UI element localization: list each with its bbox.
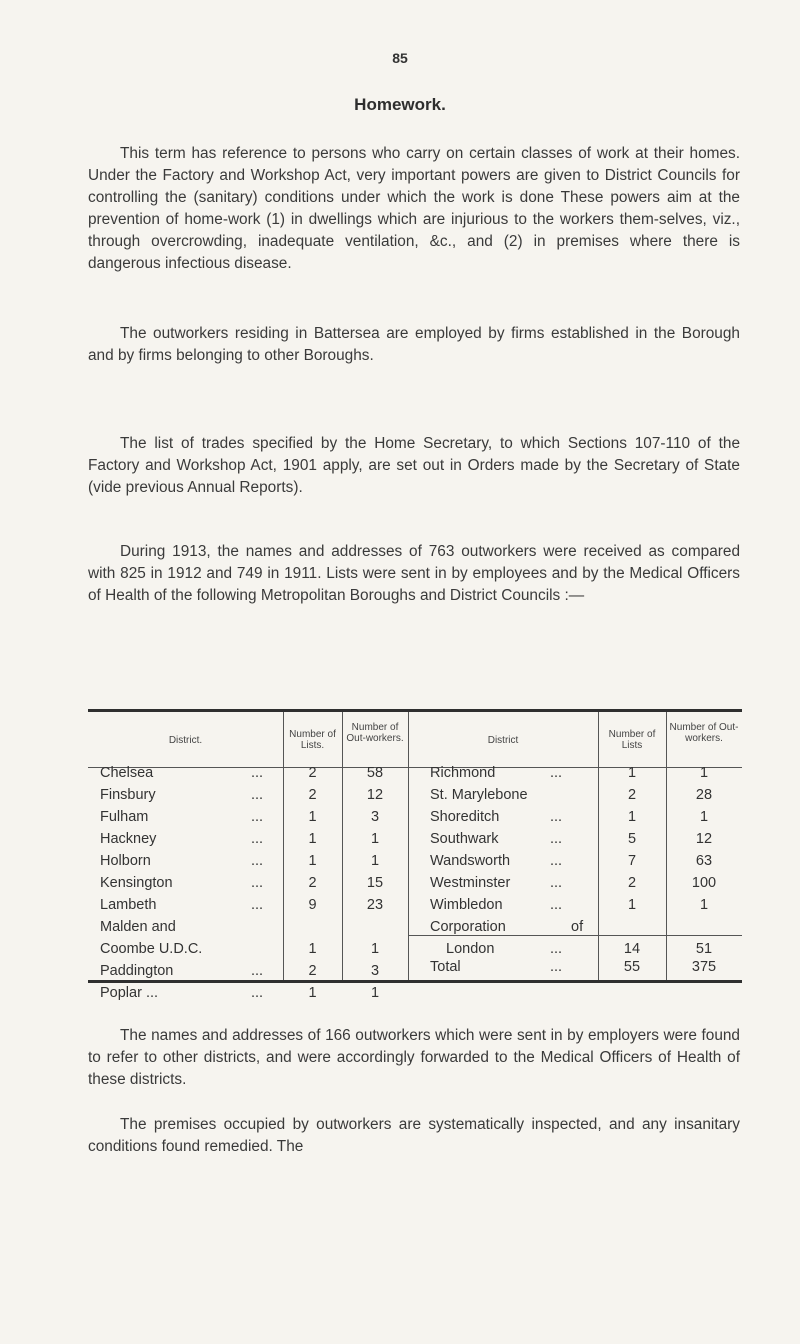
left-row-dots: ... — [251, 831, 264, 847]
left-row-lists: 1 — [308, 985, 317, 1001]
right-row-outworkers: 100 — [691, 875, 717, 891]
right-row-district: Shoreditch — [430, 809, 500, 825]
right-row-dots: ... — [550, 765, 563, 781]
right-row-lists: 1 — [627, 897, 637, 913]
right-row-outworkers: 1 — [699, 897, 709, 913]
left-row-lists: 1 — [308, 831, 317, 847]
page-title: Homework. — [354, 95, 446, 114]
left-row-lists: 2 — [308, 787, 317, 803]
paragraph-trades-list: The list of trades specified by the Home Secretary, to which Sections 107-110 of the Factory and Workshop Act, 1901 apply, are set out in Orders made by the Secretary of State (vide previous Annual Reports). — [88, 435, 740, 496]
right-row-lists: 5 — [627, 831, 637, 847]
left-row-lists: 2 — [308, 765, 317, 781]
right-row-dots: ... — [550, 941, 563, 957]
left-row-district: Holborn — [100, 853, 151, 869]
header-number-of-outworkers: Number of Out-workers. — [346, 722, 404, 744]
right-row-lists: 1 — [627, 809, 637, 825]
table-rule — [598, 712, 599, 980]
left-row-district: Paddington — [100, 963, 174, 979]
left-row-outworkers: 58 — [366, 765, 384, 781]
right-row-district: St. Marylebone — [430, 787, 528, 803]
left-row-dots: ... — [251, 765, 264, 781]
right-row-district: Southwark — [430, 831, 499, 847]
right-row-dots: of — [571, 919, 584, 935]
left-row-district: Malden and — [100, 919, 176, 935]
right-row-district: Corporation — [430, 919, 506, 935]
right-row-district: Richmond — [430, 765, 496, 781]
paragraph-forwarded: The names and addresses of 166 outworkers which were sent in by employers were found to refer to other districts, and were accordingly forwarded to the Medical Officers of Health of these districts. — [88, 1027, 740, 1088]
right-row-outworkers: 1 — [699, 765, 709, 781]
left-row-district: Chelsea — [100, 765, 154, 781]
right-row-district: Wandsworth — [430, 853, 511, 869]
left-row-lists: 1 — [308, 853, 317, 869]
right-row-dots: ... — [550, 853, 563, 869]
paragraph-outworker-counts: During 1913, the names and addresses of 763 outworkers were received as compared with 825 in 1912 and 749 in 1911. Lists were sent in by employees and by the Medical Officers of Health of the following Metropolitan Boroughs and District Councils :— — [88, 543, 740, 604]
left-row-outworkers: 12 — [366, 787, 384, 803]
table-rule — [408, 712, 409, 980]
left-row-dots: ... — [251, 897, 264, 913]
right-row-lists: 7 — [627, 853, 637, 869]
total-dots: ... — [550, 959, 563, 975]
right-row-dots: ... — [550, 831, 563, 847]
header-number-of-lists: Number of Lists. — [289, 729, 336, 751]
right-row-district: Westminster — [430, 875, 511, 891]
paragraph-inspection: The premises occupied by outworkers are systematically inspected, and any insanitary conditions found remedied. The — [88, 1116, 740, 1155]
left-row-district: Lambeth — [100, 897, 157, 913]
total-lists: 55 — [623, 959, 641, 975]
right-row-outworkers: 51 — [695, 941, 713, 957]
header-district-right: District — [487, 735, 519, 746]
header-number-of-outworkers-right: Number of Out-workers. — [669, 722, 739, 744]
right-row-outworkers: 63 — [695, 853, 713, 869]
right-row-dots: ... — [550, 875, 563, 891]
table-rule — [342, 712, 343, 980]
left-row-outworkers: 1 — [370, 941, 380, 957]
left-row-outworkers: 3 — [370, 809, 380, 825]
left-row-lists: 2 — [308, 875, 317, 891]
page-number: 85 — [392, 50, 408, 66]
left-row-outworkers: 1 — [370, 853, 380, 869]
left-row-dots: ... — [251, 853, 264, 869]
left-row-dots: ... — [251, 985, 264, 1001]
right-row-outworkers: 1 — [699, 809, 709, 825]
right-row-outworkers: 28 — [695, 787, 713, 803]
right-row-district: London — [446, 941, 495, 957]
right-row-district: Wimbledon — [430, 897, 503, 913]
left-row-district: Coombe U.D.C. — [100, 941, 203, 957]
right-row-outworkers: 12 — [695, 831, 713, 847]
left-row-dots: ... — [251, 963, 264, 979]
right-row-lists: 14 — [623, 941, 641, 957]
left-row-district: Fulham — [100, 809, 149, 825]
header-district: District. — [168, 735, 203, 746]
left-row-lists: 1 — [308, 809, 317, 825]
outworkers-table — [88, 709, 742, 1001]
left-row-dots: ... — [251, 875, 264, 891]
paragraph-homework-definition: This term has reference to persons who carry on certain classes of work at their homes. Under the Factory and Workshop Act, very important powers are given to District Councils for controlling the (sanitary) conditions under which the work is done These powers aim at the prevention of home-work (1) in dwellings which are injurious to the workers them-selves, viz., through overcrowding, inadequate ventilation, &c., and (2) in premises where there is dangerous infectious disease. — [88, 145, 740, 272]
left-row-district: Finsbury — [100, 787, 156, 803]
right-row-lists: 1 — [627, 765, 637, 781]
left-row-dots: ... — [251, 809, 264, 825]
left-row-lists: 9 — [308, 897, 317, 913]
total-label: Total — [430, 959, 461, 975]
header-number-of-lists-right: Number of Lists — [608, 729, 656, 751]
left-row-outworkers: 1 — [370, 985, 380, 1001]
right-row-lists: 2 — [627, 875, 637, 891]
left-row-lists: 2 — [308, 963, 317, 979]
right-row-lists: 2 — [627, 787, 637, 803]
left-row-dots: ... — [251, 787, 264, 803]
table-rule — [666, 712, 667, 980]
right-row-dots: ... — [550, 809, 563, 825]
total-outworkers: 375 — [691, 959, 717, 975]
left-row-lists: 1 — [308, 941, 317, 957]
left-row-outworkers: 15 — [366, 875, 384, 891]
right-row-dots: ... — [550, 897, 563, 913]
left-row-outworkers: 3 — [370, 963, 380, 979]
left-row-district: Kensington — [100, 875, 173, 891]
left-row-district: Poplar ... — [100, 985, 159, 1001]
left-row-district: Hackney — [100, 831, 157, 847]
left-row-outworkers: 23 — [366, 897, 384, 913]
paragraph-outworkers-residing: The outworkers residing in Battersea are employed by firms established in the Borough and by firms belonging to other Boroughs. — [88, 325, 740, 364]
left-row-outworkers: 1 — [370, 831, 380, 847]
